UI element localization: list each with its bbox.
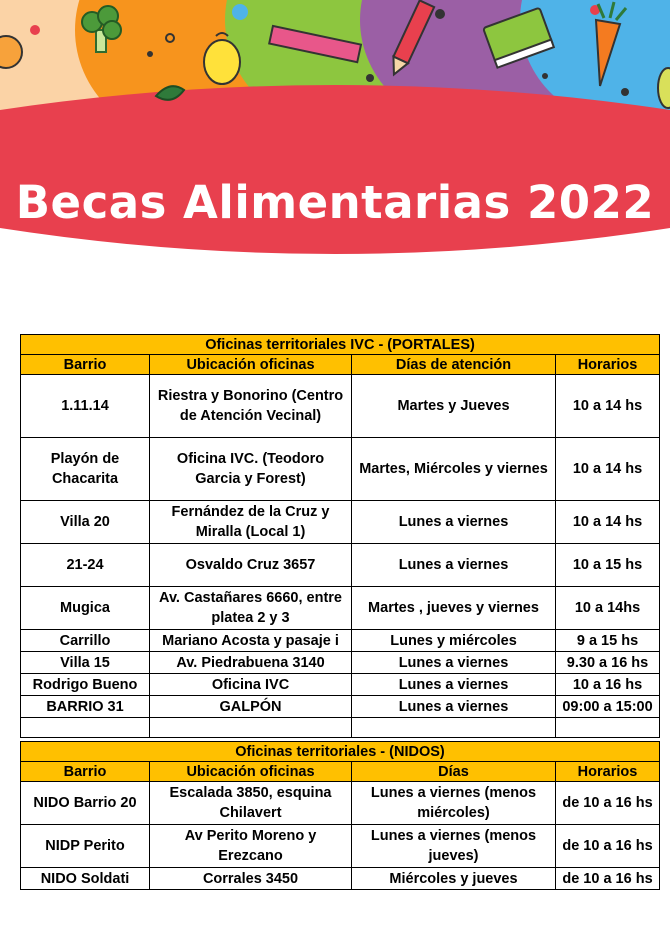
horario-cell: 9 a 15 hs [556, 630, 660, 652]
page-title: Becas Alimentarias 2022 [15, 176, 655, 229]
dias-cell: Lunes a viernes (menos miércoles) [352, 782, 556, 825]
table-section-header [21, 742, 660, 762]
table-header-row [21, 355, 660, 375]
section-title: Oficinas territoriales - (NIDOS) [21, 742, 660, 762]
dot-icon [232, 4, 248, 20]
barrio-cell: NIDO Soldati [21, 868, 150, 890]
pear-icon [658, 68, 670, 108]
barrio-cell: Rodrigo Bueno [21, 674, 150, 696]
barrio-cell: NIDP Perito [21, 825, 150, 868]
dias-cell: Martes , jueves y viernes [352, 587, 556, 630]
dias-cell: Lunes a viernes [352, 501, 556, 544]
header-banner [0, 0, 670, 270]
horario-cell: 10 a 14 hs [556, 501, 660, 544]
dot-icon [542, 73, 548, 79]
barrio-cell: Mugica [21, 587, 150, 630]
empty-cell [21, 718, 150, 738]
nidos-table [20, 741, 660, 890]
ubicacion-cell: Oficina IVC [150, 674, 352, 696]
column-header: Ubicación oficinas [150, 355, 352, 375]
dias-cell: Lunes a viernes [352, 696, 556, 718]
horario-cell: 10 a 14 hs [556, 375, 660, 438]
horario-cell: de 10 a 16 hs [556, 782, 660, 825]
dot-icon [366, 74, 374, 82]
empty-cell [352, 718, 556, 738]
ubicacion-cell: Corrales 3450 [150, 868, 352, 890]
dot-icon [30, 25, 40, 35]
horario-cell: 09:00 a 15:00 [556, 696, 660, 718]
dias-cell: Miércoles y jueves [352, 868, 556, 890]
dot-icon [621, 88, 629, 96]
orange-fruit-icon [0, 36, 22, 68]
dot-icon [147, 51, 153, 57]
table-row [21, 544, 660, 587]
dias-cell: Martes, Miércoles y viernes [352, 438, 556, 501]
ubicacion-cell: Riestra y Bonorino (Centro de Atención Vecinal) [150, 375, 352, 438]
ubicacion-cell: Av Perito Moreno y Erezcano [150, 825, 352, 868]
table-row [21, 696, 660, 718]
column-header: Horarios [556, 762, 660, 782]
ubicacion-cell: Av. Piedrabuena 3140 [150, 652, 352, 674]
barrio-cell: BARRIO 31 [21, 696, 150, 718]
column-header: Barrio [21, 355, 150, 375]
column-header: Horarios [556, 355, 660, 375]
column-header: Ubicación oficinas [150, 762, 352, 782]
table-row [21, 375, 660, 438]
ubicacion-cell: GALPÓN [150, 696, 352, 718]
dias-cell: Lunes a viernes [352, 674, 556, 696]
barrio-cell: Villa 15 [21, 652, 150, 674]
barrio-cell: Playón de Chacarita [21, 438, 150, 501]
empty-cell [556, 718, 660, 738]
dias-cell: Lunes y miércoles [352, 630, 556, 652]
section-title: Oficinas territoriales IVC - (PORTALES) [21, 335, 660, 355]
ubicacion-cell: Osvaldo Cruz 3657 [150, 544, 352, 587]
horario-cell: 10 a 14hs [556, 587, 660, 630]
barrio-cell: 21-24 [21, 544, 150, 587]
horario-cell: de 10 a 16 hs [556, 868, 660, 890]
table-row [21, 868, 660, 890]
ubicacion-cell: Escalada 3850, esquina Chilavert [150, 782, 352, 825]
column-header: Días [352, 762, 556, 782]
horario-cell: 9.30 a 16 hs [556, 652, 660, 674]
barrio-cell: Villa 20 [21, 501, 150, 544]
dot-icon [435, 9, 445, 19]
banner-illustration [0, 0, 670, 270]
table-row [21, 674, 660, 696]
horario-cell: 10 a 16 hs [556, 674, 660, 696]
column-header: Barrio [21, 762, 150, 782]
empty-row [21, 718, 660, 738]
table-section-header [21, 335, 660, 355]
table-row [21, 587, 660, 630]
ubicacion-cell: Av. Castañares 6660, entre platea 2 y 3 [150, 587, 352, 630]
dias-cell: Lunes a viernes [352, 544, 556, 587]
table-row [21, 630, 660, 652]
table-row [21, 501, 660, 544]
dias-cell: Lunes a viernes (menos jueves) [352, 825, 556, 868]
table-row [21, 652, 660, 674]
barrio-cell: 1.11.14 [21, 375, 150, 438]
empty-cell [150, 718, 352, 738]
table-row [21, 438, 660, 501]
barrio-cell: Carrillo [21, 630, 150, 652]
dias-cell: Martes y Jueves [352, 375, 556, 438]
horario-cell: 10 a 15 hs [556, 544, 660, 587]
table-header-row [21, 762, 660, 782]
horario-cell: 10 a 14 hs [556, 438, 660, 501]
column-header: Días de atención [352, 355, 556, 375]
ubicacion-cell: Mariano Acosta y pasaje i [150, 630, 352, 652]
table-row [21, 782, 660, 825]
ubicacion-cell: Oficina IVC. (Teodoro Garcia y Forest) [150, 438, 352, 501]
barrio-cell: NIDO Barrio 20 [21, 782, 150, 825]
horario-cell: de 10 a 16 hs [556, 825, 660, 868]
ubicacion-cell: Fernández de la Cruz y Miralla (Local 1) [150, 501, 352, 544]
portales-table [20, 334, 660, 738]
table-row [21, 825, 660, 868]
dias-cell: Lunes a viernes [352, 652, 556, 674]
